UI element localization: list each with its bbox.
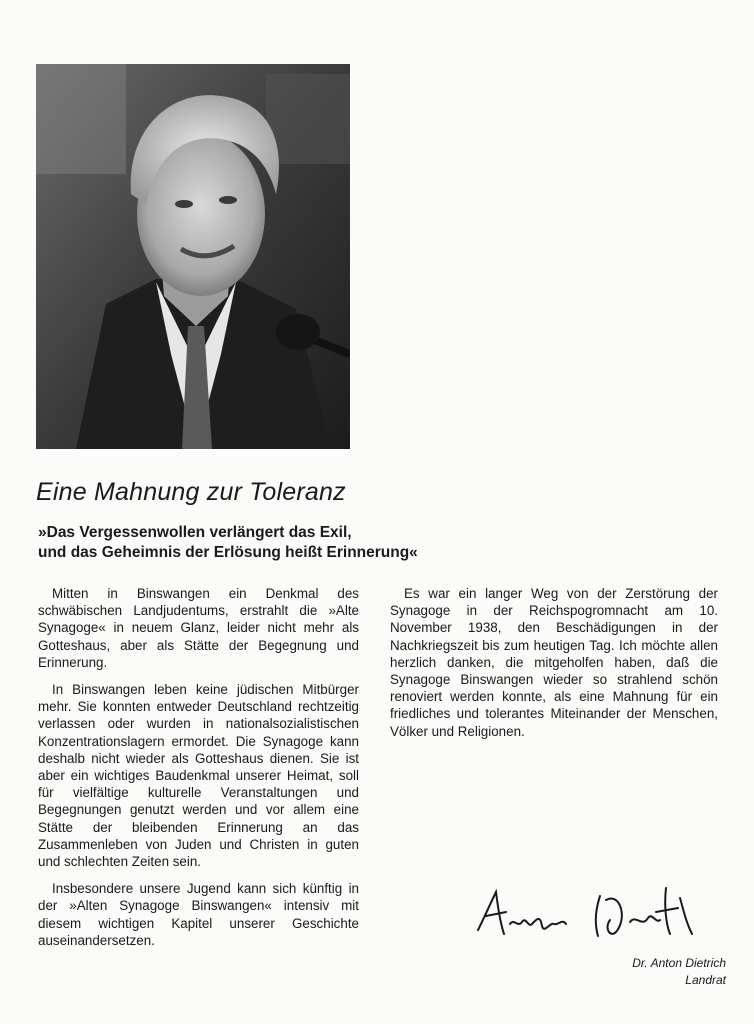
signatory-role: Landrat [685,973,726,987]
quote-line-2: und das Geheimnis der Erlösung heißt Erinnerung« [38,544,418,561]
quote-line-1: »Das Vergessenwollen verlängert das Exil, [38,524,352,541]
left-column [38,585,359,959]
paragraph: In Binswangen leben keine jüdischen Mitbürger mehr. Sie konnten entweder Deutschland rechtzeitig verlassen oder wurden in nationalsozialistischen Konzentrationslagern ermordet. Die Synagoge kann deshalb nicht wieder als Gotteshaus dienen. Sie ist aber ein wichtiges Baudenkmal unserer Heimat, soll für vielfältige kulturelle Veranstaltungen und Begegnungen genutzt werden und vor allem eine Stätte der bleibenden Erinnerung an das Zusammenleben von Juden und Christen in guten und schlechten Zeiten sein. [38,682,359,870]
paragraph: Insbesondere unsere Jugend kann sich künftig in der »Alten Synagoge Binswangen« intensiv mit diesem wichtigen Kapitel unserer Geschichte auseinandersetzen. [38,881,359,948]
right-column [390,585,718,750]
paragraph: Mitten in Binswangen ein Denkmal des schwäbischen Landjudentums, erstrahlt die »Alte Synagoge« in neuem Glanz, leider nicht mehr als Gotteshaus, aber als Stätte der Begegnung und Erinnerung. [38,586,359,670]
portrait-photo [36,64,350,449]
paragraph: Es war ein langer Weg von der Zerstörung der Synagoge in der Reichspogromnacht am 10. November 1938, den Beschädigungen in der Nachkriegszeit bis zum heutigen Tag. Ich möchte allen herzlich danken, die mitgeholfen haben, daß die Synagoge Binswangen wieder so strahlend schön renoviert werden konnte, als eine Mahnung für ein friedliches und tolerantes Miteinander der Menschen, Völker und Religionen. [390,586,718,739]
handwritten-signature [470,878,720,948]
page-title: Eine Mahnung zur Toleranz [36,478,346,506]
signatory-name: Dr. Anton Dietrich [632,956,726,970]
epigraph-quote [38,523,728,563]
